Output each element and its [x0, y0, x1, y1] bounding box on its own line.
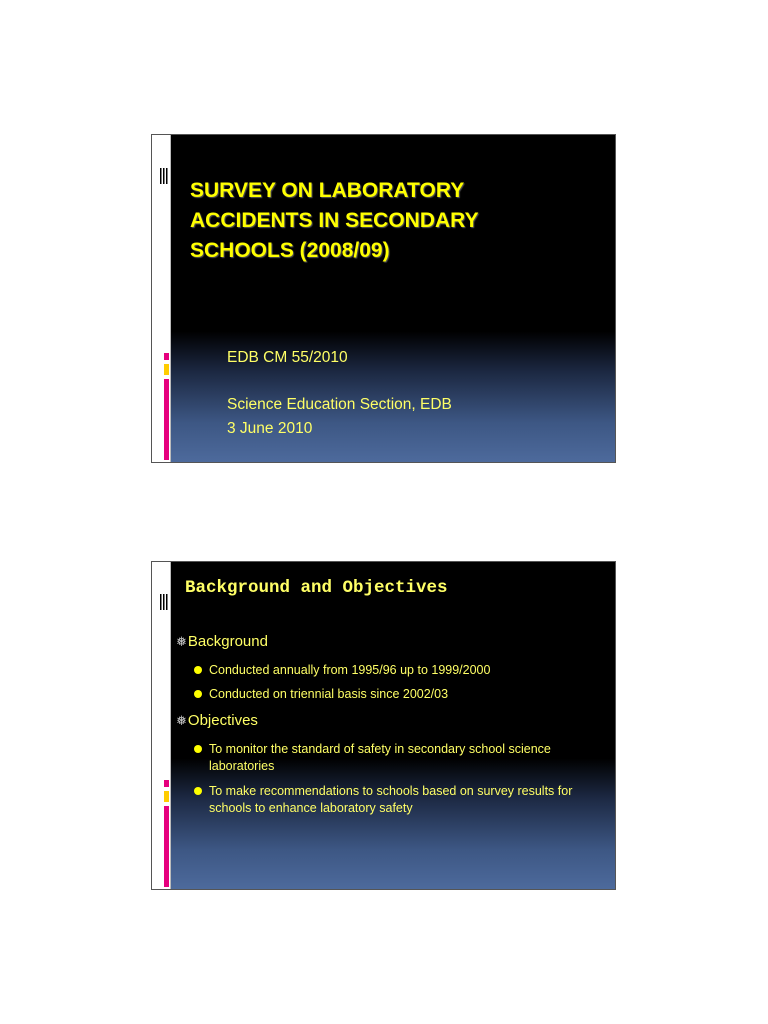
title-line-2: ACCIDENTS IN SECONDARY: [190, 209, 479, 232]
list-item-text: To make recommendations to schools based on survey results for schools to enhance laboratory safety: [209, 784, 573, 815]
list-item-text: To monitor the standard of safety in secondary school science laboratories: [209, 742, 551, 773]
presentation-date: 3 June 2010: [227, 420, 313, 437]
dot-bullet-icon: [194, 745, 202, 753]
slide-title: Background and Objectives: [185, 578, 448, 598]
list-item: [194, 686, 594, 703]
dot-bullet-icon: [194, 787, 202, 795]
slide-left-strip: [152, 562, 171, 889]
circular-number: EDB CM 55/2010: [227, 349, 348, 366]
objectives-heading: [176, 712, 258, 729]
accent-pink-bar: [164, 806, 169, 887]
accent-yellow-block: [164, 364, 169, 375]
title-line-3: SCHOOLS (2008/09): [190, 239, 390, 262]
barcode-stripes-icon: [160, 594, 169, 610]
list-item: [194, 783, 594, 817]
title-slide: [151, 134, 616, 463]
section-name: Science Education Section, EDB: [227, 396, 452, 413]
content-slide: [151, 561, 616, 890]
list-item: [194, 662, 594, 679]
objectives-heading-text: Objectives: [187, 712, 258, 729]
slide-left-strip: [152, 135, 171, 462]
slide-title: [190, 176, 610, 266]
barcode-stripes-icon: [160, 168, 169, 184]
background-heading: [176, 633, 268, 650]
title-line-1: SURVEY ON LABORATORY: [190, 179, 465, 202]
accent-yellow-block: [164, 791, 169, 802]
dot-bullet-icon: [194, 690, 202, 698]
list-item: [194, 741, 594, 775]
list-item-text: Conducted annually from 1995/96 up to 1999/2000: [209, 663, 491, 677]
accent-pink-block: [164, 780, 169, 787]
snowflake-bullet-icon: ❅: [176, 634, 187, 649]
background-heading-text: Background: [187, 633, 268, 650]
dot-bullet-icon: [194, 666, 202, 674]
snowflake-bullet-icon: ❅: [176, 713, 187, 728]
accent-pink-bar: [164, 379, 169, 460]
list-item-text: Conducted on triennial basis since 2002/03: [209, 687, 449, 701]
accent-pink-block: [164, 353, 169, 360]
